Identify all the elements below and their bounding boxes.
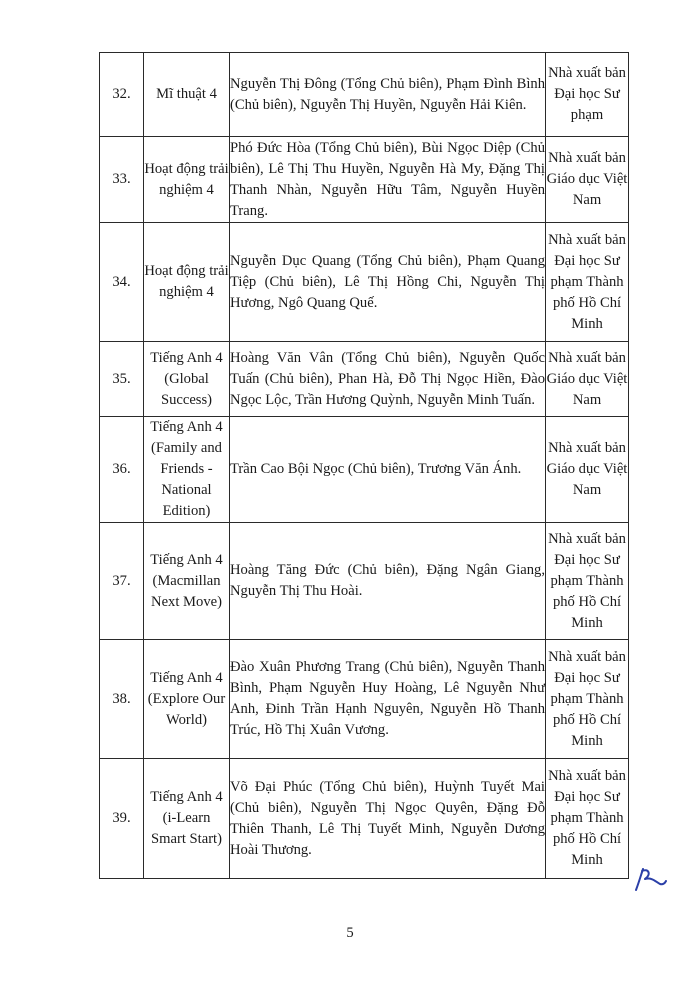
authors: Hoàng Văn Vân (Tổng Chủ biên), Nguyễn Quốc Tuấn (Chủ biên), Phan Hà, Đỗ Thị Ngọc Hiền, Đào Ngọc Lộc, Trần Hương Quỳnh, Nguyễn Minh Tuấn.	[230, 342, 546, 417]
table-row	[100, 342, 629, 417]
table-row	[100, 640, 629, 759]
table-row	[100, 759, 629, 879]
row-number: 32.	[100, 53, 144, 137]
book-title: Tiếng Anh 4 (i-Learn Smart Start)	[144, 759, 230, 879]
row-number: 39.	[100, 759, 144, 879]
authors: Đào Xuân Phương Trang (Chủ biên), Nguyễn Thanh Bình, Phạm Nguyễn Huy Hoàng, Lê Nguyễn Như Anh, Đinh Trần Hạnh Nguyên, Nguyễn Hồ Thanh Trúc, Hồ Thị Xuân Vương.	[230, 640, 546, 759]
row-number: 34.	[100, 223, 144, 342]
publisher: Nhà xuất bản Đại học Sư phạm Thành phố Hồ Chí Minh	[546, 640, 629, 759]
page-number: 5	[346, 925, 354, 941]
row-number: 36.	[100, 417, 144, 523]
table-row	[100, 53, 629, 137]
book-title: Hoạt động trải nghiệm 4	[144, 223, 230, 342]
table-row	[100, 223, 629, 342]
row-number: 35.	[100, 342, 144, 417]
table-row	[100, 523, 629, 640]
authors: Trần Cao Bội Ngọc (Chủ biên), Trương Văn Ánh.	[230, 417, 546, 523]
publisher: Nhà xuất bản Đại học Sư phạm Thành phố Hồ Chí Minh	[546, 223, 629, 342]
book-title: Hoạt động trải nghiệm 4	[144, 137, 230, 223]
table-row	[100, 137, 629, 223]
table-row	[100, 417, 629, 523]
authors: Phó Đức Hòa (Tổng Chủ biên), Bùi Ngọc Diệp (Chủ biên), Lê Thị Thu Huyền, Nguyễn Hà My, Đặng Thị Thanh Nhàn, Nguyễn Hữu Tâm, Nguyễn Huyền Trang.	[230, 137, 546, 223]
publisher: Nhà xuất bản Giáo dục Việt Nam	[546, 342, 629, 417]
handwritten-initial	[630, 866, 670, 896]
book-title: Tiếng Anh 4 (Family and Friends - National Edition)	[144, 417, 230, 523]
row-number: 38.	[100, 640, 144, 759]
book-title: Tiếng Anh 4 (Macmillan Next Move)	[144, 523, 230, 640]
row-number: 37.	[100, 523, 144, 640]
authors: Võ Đại Phúc (Tổng Chủ biên), Huỳnh Tuyết Mai (Chủ biên), Nguyễn Thị Ngọc Quyên, Đặng Đỗ Thiên Thanh, Lê Thị Tuyết Minh, Nguyễn Dương Hoài Thương.	[230, 759, 546, 879]
book-title: Tiếng Anh 4 (Global Success)	[144, 342, 230, 417]
textbook-list-table	[99, 52, 629, 879]
publisher: Nhà xuất bản Giáo dục Việt Nam	[546, 137, 629, 223]
authors: Nguyễn Dục Quang (Tổng Chủ biên), Phạm Quang Tiệp (Chủ biên), Lê Thị Hồng Chi, Nguyễn Thị Hương, Ngô Quang Quế.	[230, 223, 546, 342]
authors: Nguyễn Thị Đông (Tổng Chủ biên), Phạm Đình Bình (Chủ biên), Nguyễn Thị Huyền, Nguyễn Hải Kiên.	[230, 53, 546, 137]
publisher: Nhà xuất bản Đại học Sư phạm	[546, 53, 629, 137]
authors: Hoàng Tăng Đức (Chủ biên), Đặng Ngân Giang, Nguyễn Thị Thu Hoài.	[230, 523, 546, 640]
publisher: Nhà xuất bản Đại học Sư phạm Thành phố Hồ Chí Minh	[546, 759, 629, 879]
row-number: 33.	[100, 137, 144, 223]
publisher: Nhà xuất bản Giáo dục Việt Nam	[546, 417, 629, 523]
book-title: Tiếng Anh 4 (Explore Our World)	[144, 640, 230, 759]
book-title: Mĩ thuật 4	[144, 53, 230, 137]
publisher: Nhà xuất bản Đại học Sư phạm Thành phố Hồ Chí Minh	[546, 523, 629, 640]
